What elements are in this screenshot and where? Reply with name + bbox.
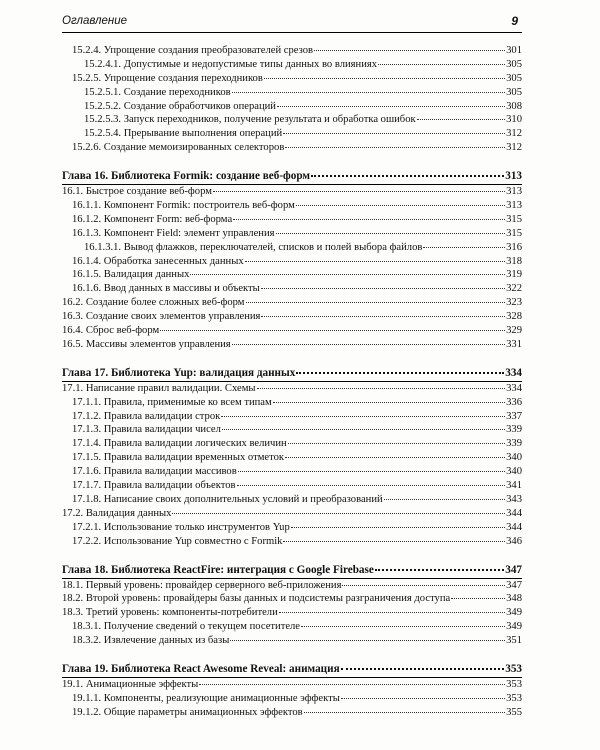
- dot-leader: [341, 698, 505, 699]
- toc-entry: [62, 706, 522, 720]
- toc-entry-title: Глава 19. Библиотека React Awesome Reveal: анимация: [62, 662, 340, 675]
- toc-entry: [62, 592, 522, 606]
- dot-leader: [279, 612, 505, 613]
- toc-entry: [62, 678, 522, 692]
- dot-leader: [277, 106, 505, 107]
- toc-entry: [62, 141, 522, 155]
- toc-entry-title: 15.2.4.1. Допустимые и недопустимые типы данных во влияниях: [84, 58, 378, 70]
- toc-entry: [62, 58, 522, 72]
- toc-entry-title: Глава 17. Библиотека Yup: валидация данных: [62, 366, 296, 379]
- toc-entry-title: 15.2.5.4. Прерывание выполнения операций: [84, 128, 283, 140]
- dot-leader: [261, 316, 505, 317]
- toc-entry-page: 344: [506, 521, 522, 533]
- dot-leader: [296, 372, 504, 374]
- toc-entry-page: 310: [506, 114, 522, 126]
- toc-entry-page: 329: [506, 325, 522, 337]
- toc-entry: [62, 72, 522, 86]
- toc-entry-page: 334: [505, 366, 522, 379]
- dot-leader: [233, 219, 505, 220]
- dot-leader: [304, 712, 505, 713]
- toc-entry-page: 351: [506, 635, 522, 647]
- dot-leader: [190, 274, 505, 275]
- dot-leader: [285, 147, 505, 148]
- toc-entry-title: 15.2.5.1. Создание переходников: [84, 86, 231, 98]
- toc-entry-title: 19.1.2. Общие параметры анимационных эффектов: [72, 706, 303, 718]
- toc-entry-page: 313: [506, 200, 522, 212]
- page-number: 9: [511, 14, 518, 28]
- dot-leader: [288, 443, 505, 444]
- dot-leader: [222, 429, 505, 430]
- toc-entry-page: 301: [506, 45, 522, 56]
- toc-entry-title: 16.1.2. Компонент Form: веб-форма: [72, 213, 233, 225]
- dot-leader: [160, 330, 505, 331]
- dot-leader: [296, 205, 505, 206]
- toc-entry-page: 312: [506, 142, 522, 154]
- toc-entry-page: 318: [506, 255, 522, 267]
- dot-leader: [285, 457, 505, 458]
- dot-leader: [221, 416, 505, 417]
- toc-entry: [62, 382, 522, 396]
- toc-entry: [62, 535, 522, 549]
- dot-leader: [378, 64, 505, 65]
- toc-entry-title: 16.1.3. Компонент Field: элемент управления: [72, 227, 275, 239]
- toc-entry-page: 344: [506, 507, 522, 519]
- toc-entry-title: 15.2.5.2. Создание обработчиков операций: [84, 100, 276, 112]
- toc-entry-page: 316: [506, 241, 522, 253]
- toc-entry-title: 19.1.1. Компоненты, реализующие анимационные эффекты: [72, 692, 340, 704]
- toc-entry: [62, 44, 522, 58]
- toc-entry: [62, 606, 522, 620]
- toc-entry-page: 353: [506, 678, 522, 690]
- toc-entry-title: Глава 18. Библиотека ReactFire: интеграция с Google Firebase: [62, 563, 374, 576]
- toc-chapter-entry: [62, 365, 522, 382]
- toc-entry: [62, 199, 522, 213]
- table-of-contents: [62, 44, 522, 720]
- toc-entry: [62, 465, 522, 479]
- toc-entry: [62, 692, 522, 706]
- toc-entry-title: 16.1.4. Обработка занесенных данных: [72, 255, 244, 267]
- dot-leader: [283, 541, 505, 542]
- toc-entry-page: 323: [506, 297, 522, 309]
- toc-entry-title: 17.1. Написание правил валидации. Схемы: [62, 382, 256, 394]
- toc-entry: [62, 396, 522, 410]
- toc-entry: [62, 127, 522, 141]
- toc-entry-page: 305: [506, 72, 522, 84]
- toc-entry-title: 16.3. Создание своих элементов управления: [62, 311, 261, 323]
- toc-entry-page: 349: [506, 621, 522, 633]
- dot-leader: [417, 119, 505, 120]
- toc-entry-title: 16.1.3.1. Вывод флажков, переключателей, списков и полей выбора файлов: [84, 241, 423, 253]
- toc-entry: [62, 507, 522, 521]
- toc-entry: [62, 437, 522, 451]
- toc-chapter-entry: [62, 168, 522, 185]
- dot-leader: [311, 175, 504, 177]
- toc-entry-title: 18.3.2. Извлечение данных из базы: [72, 635, 230, 647]
- dot-leader: [276, 233, 506, 234]
- toc-entry: [62, 479, 522, 493]
- toc-entry-page: 346: [506, 535, 522, 547]
- toc-entry-title: 17.1.7. Правила валидации объектов: [72, 480, 236, 492]
- toc-entry-page: 319: [506, 269, 522, 281]
- toc-entry-page: 305: [506, 58, 522, 70]
- dot-leader: [423, 247, 505, 248]
- toc-entry-title: 17.1.5. Правила валидации временных отметок: [72, 452, 285, 464]
- dot-leader: [384, 499, 505, 500]
- dot-leader: [375, 569, 504, 571]
- dot-leader: [264, 78, 505, 79]
- toc-entry-title: 17.1.8. Написание своих дополнительных условий и преобразований: [72, 493, 383, 505]
- toc-entry-title: 15.2.5. Упрощение создания переходников: [72, 72, 263, 84]
- dot-leader: [199, 684, 505, 685]
- toc-entry-title: 17.1.3. Правила валидации чисел: [72, 424, 221, 436]
- toc-entry-title: 18.3.1. Получение сведений о текущем посетителе: [72, 621, 301, 633]
- dot-leader: [257, 388, 506, 389]
- toc-entry-title: 17.2.2. Использование Yup совместно с Formik: [72, 535, 283, 547]
- toc-entry-page: 343: [506, 493, 522, 505]
- toc-entry-title: 19.1. Анимационные эффекты: [62, 678, 199, 690]
- toc-entry-title: 16.2. Создание более сложных веб-форм: [62, 297, 245, 309]
- toc-entry-page: 315: [506, 227, 522, 239]
- toc-entry-title: 18.2. Второй уровень: провайдеры базы данных и подсистемы разграничения доступа: [62, 593, 451, 605]
- dot-leader: [230, 640, 505, 641]
- toc-entry: [62, 579, 522, 593]
- toc-entry-title: 18.3. Третий уровень: компоненты-потребители: [62, 607, 278, 619]
- toc-entry-page: 340: [506, 466, 522, 478]
- toc-entry: [62, 324, 522, 338]
- toc-entry-title: 16.1.5. Валидация данных: [72, 269, 190, 281]
- toc-entry: [62, 451, 522, 465]
- toc-entry-title: 17.1.4. Правила валидации логических величин: [72, 438, 287, 450]
- toc-entry: [62, 310, 522, 324]
- dot-leader: [314, 50, 505, 51]
- toc-entry: [62, 493, 522, 507]
- toc-entry-title: 18.1. Первый уровень: провайдер серверного веб-приложения: [62, 579, 342, 591]
- toc-entry-page: 347: [506, 579, 522, 591]
- dot-leader: [245, 261, 505, 262]
- toc-entry: [62, 423, 522, 437]
- dot-leader: [232, 92, 505, 93]
- toc-entry-page: 334: [506, 382, 522, 394]
- toc-entry-title: 15.2.6. Создание мемоизированных селекторов: [72, 142, 285, 154]
- toc-entry: [62, 338, 522, 352]
- dot-leader: [246, 302, 506, 303]
- toc-entry: [62, 86, 522, 100]
- toc-entry-page: 353: [506, 692, 522, 704]
- toc-entry-page: 341: [506, 480, 522, 492]
- toc-entry: [62, 521, 522, 535]
- toc-entry-page: 340: [506, 452, 522, 464]
- dot-leader: [213, 191, 505, 192]
- toc-entry-title: 17.2. Валидация данных: [62, 507, 172, 519]
- toc-entry-page: 313: [506, 186, 522, 198]
- toc-entry-page: 312: [506, 128, 522, 140]
- dot-leader: [261, 288, 505, 289]
- toc-entry-page: 339: [506, 438, 522, 450]
- toc-entry-page: 315: [506, 213, 522, 225]
- toc-entry: [62, 634, 522, 648]
- toc-entry-page: 305: [506, 86, 522, 98]
- dot-leader: [451, 598, 505, 599]
- toc-entry: [62, 213, 522, 227]
- dot-leader: [273, 402, 505, 403]
- toc-chapter-entry: [62, 562, 522, 579]
- toc-entry-title: 16.1.1. Компонент Formik: построитель веб-форм: [72, 200, 295, 212]
- toc-entry-page: 313: [505, 170, 522, 183]
- toc-entry: [62, 241, 522, 255]
- dot-leader: [237, 485, 506, 486]
- toc-entry-page: 347: [505, 563, 522, 576]
- toc-entry-title: 15.2.5.3. Запуск переходников, получение результата и обработка ошибок: [84, 114, 416, 126]
- toc-entry-page: 349: [506, 607, 522, 619]
- toc-entry-page: 348: [506, 593, 522, 605]
- toc-entry-title: 17.1.6. Правила валидации массивов: [72, 466, 237, 478]
- toc-entry: [62, 100, 522, 114]
- toc-entry: [62, 255, 522, 269]
- toc-chapter-entry: [62, 661, 522, 678]
- dot-leader: [283, 133, 505, 134]
- toc-entry-page: 328: [506, 311, 522, 323]
- toc-entry: [62, 620, 522, 634]
- dot-leader: [301, 626, 505, 627]
- toc-entry-title: 16.1. Быстрое создание веб-форм: [62, 186, 212, 198]
- toc-entry-page: 331: [506, 338, 522, 350]
- toc-entry: [62, 113, 522, 127]
- toc-entry: [62, 268, 522, 282]
- dot-leader: [172, 513, 505, 514]
- toc-entry-title: 17.2.1. Использование только инструментов Yup: [72, 521, 290, 533]
- toc-entry: [62, 296, 522, 310]
- toc-entry: [62, 185, 522, 199]
- dot-leader: [232, 344, 505, 345]
- dot-leader: [291, 527, 505, 528]
- toc-entry-title: 16.4. Сброс веб-форм: [62, 325, 160, 337]
- dot-leader: [342, 585, 505, 586]
- toc-entry-title: 16.1.6. Ввод данных в массивы и объекты: [72, 283, 260, 295]
- dot-leader: [341, 668, 505, 670]
- toc-entry: [62, 227, 522, 241]
- toc-entry-title: 16.5. Массивы элементов управления: [62, 338, 231, 350]
- toc-entry-title: 17.1.1. Правила, применимые ко всем типам: [72, 396, 272, 408]
- toc-entry-page: 322: [506, 283, 522, 295]
- toc-entry-page: 337: [506, 410, 522, 422]
- toc-entry: [62, 282, 522, 296]
- dot-leader: [238, 471, 505, 472]
- toc-entry-page: 336: [506, 396, 522, 408]
- toc-entry-page: 353: [505, 662, 522, 675]
- page-header: [62, 14, 522, 33]
- toc-entry-page: 308: [506, 100, 522, 112]
- toc-entry-title: 15.2.4. Упрощение создания преобразователей срезов: [72, 45, 314, 56]
- toc-entry-title: Глава 16. Библиотека Formik: создание веб-форм: [62, 170, 311, 183]
- toc-entry-title: 17.1.2. Правила валидации строк: [72, 410, 221, 422]
- toc-entry: [62, 410, 522, 424]
- toc-entry-page: 339: [506, 424, 522, 436]
- toc-entry-page: 355: [506, 706, 522, 718]
- header-title: Оглавление: [62, 15, 127, 27]
